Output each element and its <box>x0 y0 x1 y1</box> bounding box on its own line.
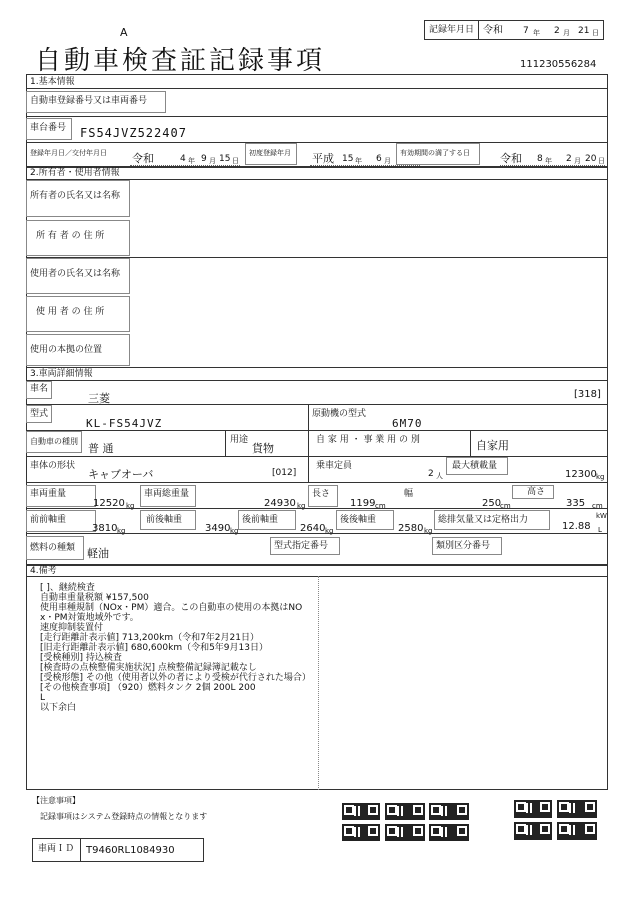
page-title: 自動車検査証記録事項 <box>35 46 326 76</box>
first-registration-era: 平成 <box>312 152 334 165</box>
rear-rear-axle: 2580 <box>398 523 424 534</box>
chassis-number-label: 車台番号 <box>30 123 67 133</box>
qr-code-icon <box>342 824 380 841</box>
body-shape: キャブオーバ <box>88 468 154 481</box>
issue-date-era: 令和 <box>132 152 154 165</box>
designation-number-label: 型式指定番号 <box>274 541 329 551</box>
qr-code-icon <box>385 824 425 841</box>
category-number-label: 類別区分番号 <box>436 541 491 551</box>
vehicle-id: T9460RL1084930 <box>86 845 175 856</box>
qr-code-icon <box>342 803 380 820</box>
qr-code-icon <box>429 803 469 820</box>
qr-code-icon <box>514 800 552 818</box>
purpose-value: 自家用 <box>476 439 509 452</box>
a-mark: A <box>120 26 128 39</box>
expiry-date-label: 有効期間の満了する日 <box>400 149 470 157</box>
body-shape-label: 車体の形状 <box>30 461 76 471</box>
body-shape-code: [012] <box>272 468 297 478</box>
vehicle-weight-label: 車両重量 <box>30 489 67 499</box>
engine-model: 6M70 <box>392 417 423 430</box>
owner-user-heading: 2.所有者・使用者情報 <box>30 168 120 178</box>
fuel-type: 軽油 <box>87 547 109 560</box>
remarks-line: [検査時の点検整備実施状況] 点検整備記録簿記載なし <box>40 663 257 673</box>
record-date-day: 21 <box>578 26 590 36</box>
expiry-date-era: 令和 <box>500 152 522 165</box>
front-front-axle: 3810 <box>92 523 118 534</box>
owner-address-label: 所 有 者 の 住 所 <box>36 231 105 241</box>
registration-number-label: 自動車登録番号又は車両番号 <box>30 96 148 106</box>
issue-date-label: 登録年月日／交付年月日 <box>30 149 107 157</box>
displacement: 12.88 <box>562 521 591 532</box>
basic-info-heading: 1.基本情報 <box>30 77 75 87</box>
make-value: 三菱 <box>88 392 110 405</box>
max-load: 12300 <box>565 469 597 480</box>
qr-code-icon <box>429 824 469 841</box>
remarks-line: [その他検査事項] （920）燃料タンク 2個 200L 200 <box>40 683 256 693</box>
front-rear-axle-label: 前後軸重 <box>146 515 183 525</box>
remarks-line: [走行距離計表示値] 713,200km（令和7年2月21日） <box>40 633 259 643</box>
remarks-line: 使用車種規制（NOx・PM）適合。この自動車の使用の本拠はNO <box>40 603 303 613</box>
make-label: 車名 <box>30 384 49 394</box>
front-rear-axle: 3490 <box>205 523 231 534</box>
remarks-line: [旧走行距離計表示値] 680,600km（令和5年9月13日） <box>40 643 268 653</box>
document-number: 111230556284 <box>520 59 597 70</box>
record-date-month: 2 <box>554 26 560 36</box>
vehicle-kind: 普 通 <box>88 442 114 455</box>
max-load-label: 最大積載量 <box>452 461 498 471</box>
displacement-label: 総排気量又は定格出力 <box>438 515 529 525</box>
remarks-line: [ ]、継続検査 <box>40 583 95 593</box>
width-label: 幅 <box>404 489 414 499</box>
user-name-label: 使用者の氏名又は名称 <box>30 269 121 279</box>
record-date-label: 記録年月日 <box>429 25 475 35</box>
length-label: 長さ <box>312 489 331 499</box>
front-front-axle-label: 前前軸重 <box>30 515 67 525</box>
purpose-label: 自 家 用 ・ 事 業 用 の 別 <box>316 435 420 445</box>
qr-code-icon <box>557 822 597 840</box>
fuel-type-label: 燃料の種類 <box>30 543 76 553</box>
use-value: 貨物 <box>252 442 274 455</box>
vehicle-weight: 12520 <box>93 498 125 509</box>
remarks-line: [受検形態] その他（使用者以外の者により受検が代行された場合） <box>40 673 311 683</box>
record-date-year: 7 <box>523 26 529 36</box>
qr-code-icon <box>557 800 597 818</box>
remarks-line: 以下余白 <box>40 703 77 713</box>
notice-text: 記録事項はシステム登録時点の情報となります <box>40 812 208 821</box>
qr-code-icon <box>385 803 425 820</box>
first-registration-label: 初度登録年月 <box>249 149 291 157</box>
make-code: [318] <box>574 389 601 400</box>
rear-front-axle-label: 後前軸重 <box>242 515 279 525</box>
gross-weight: 24930 <box>264 498 296 509</box>
notice-title: 【注意事項】 <box>32 796 80 805</box>
length-value: 1199 <box>350 498 376 509</box>
remarks-line: x・PM対策地域外です。 <box>40 613 139 623</box>
height-value: 335 <box>566 498 586 509</box>
remarks-line: 自動車重量税額 ¥157,500 <box>40 593 149 603</box>
gross-weight-label: 車両総重量 <box>144 489 190 499</box>
engine-model-label: 原動機の型式 <box>312 409 367 419</box>
record-date-era: 令和 <box>483 25 503 36</box>
model-value: KL-FS54JVZ <box>86 417 163 430</box>
height-label: 高さ <box>527 487 546 497</box>
qr-code-icon <box>514 822 552 840</box>
owner-name-label: 所有者の氏名又は名称 <box>30 191 121 201</box>
model-label: 型式 <box>30 409 49 419</box>
capacity-label: 乗車定員 <box>316 461 353 471</box>
remarks-line: [受検種別] 持込検査 <box>40 653 122 663</box>
chassis-number: FS54JVZ522407 <box>80 126 187 140</box>
remarks-line: 速度抑制装置付 <box>40 623 104 633</box>
vehicle-id-label: 車両ＩＤ <box>38 844 75 854</box>
capacity-value: 2 <box>428 469 434 479</box>
rear-front-axle: 2640 <box>300 523 326 534</box>
rear-rear-axle-label: 後後軸重 <box>340 515 377 525</box>
vehicle-detail-heading: 3.車両詳細情報 <box>30 369 93 379</box>
use-label: 用途 <box>230 435 249 445</box>
remarks-text <box>40 583 330 713</box>
remarks-heading: 4.備考 <box>30 566 57 576</box>
user-address-label: 使 用 者 の 住 所 <box>36 307 105 317</box>
base-location-label: 使用の本拠の位置 <box>30 345 103 355</box>
remarks-line: L <box>40 693 46 703</box>
width-value: 250 <box>482 498 502 509</box>
vehicle-kind-label: 自動車の種別 <box>30 437 78 446</box>
